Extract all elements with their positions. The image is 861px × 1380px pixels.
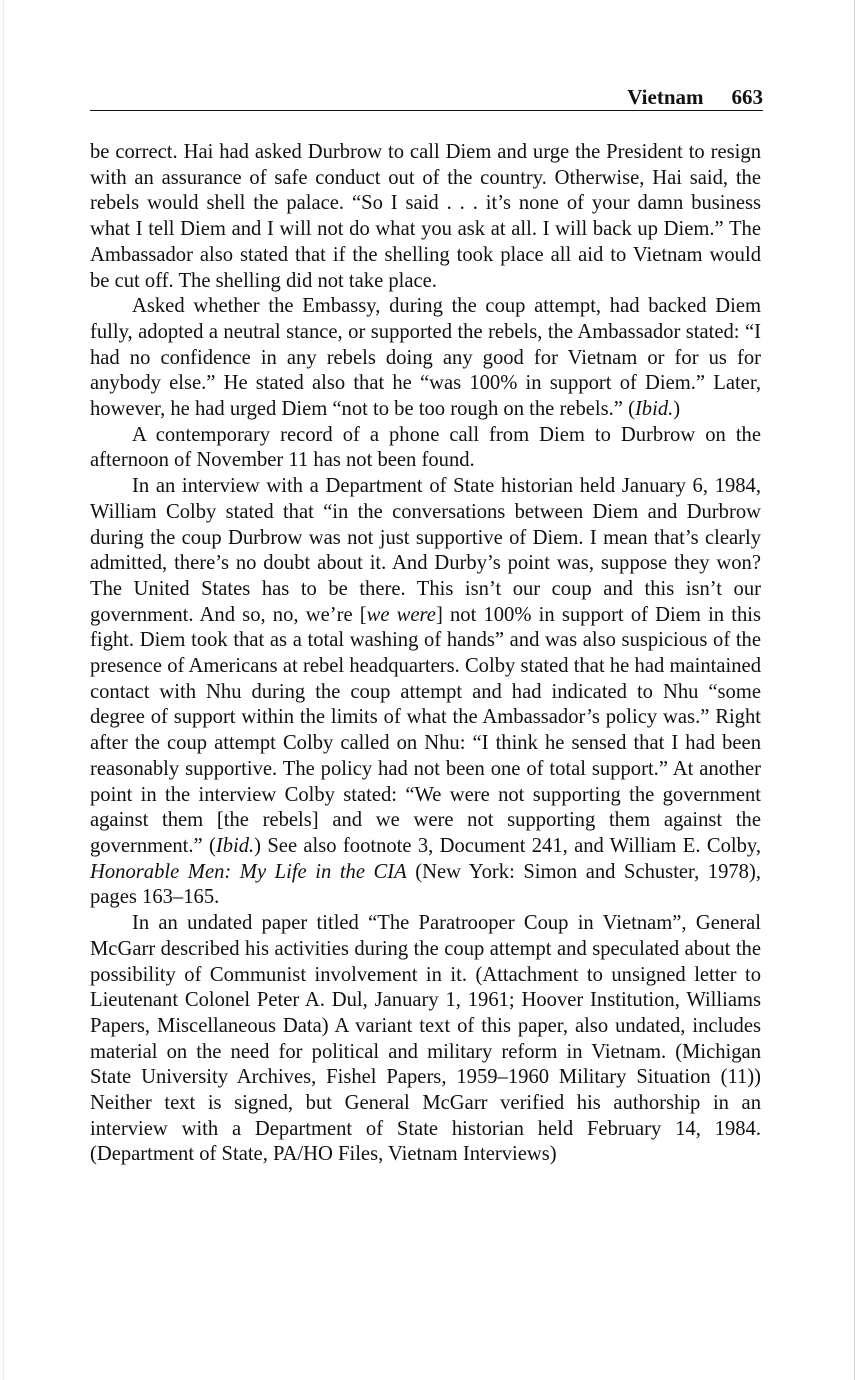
paragraph-2 <box>90 294 761 423</box>
paragraph-5-text: In an undated paper titled “The Paratrooper Coup in Vietnam”, General McGarr described his activities during the coup attempt and speculated about the possibility of Communist involvement in it. (Attachment to unsigned letter to Lieutenant Colonel Peter A. Dul, January 1, 1961; Hoover Institution, Williams Papers, Miscellaneous Data) A variant text of this paper, also undated, includes material on the need for political and military reform in Vietnam. (Michigan State University Archives, Fishel Papers, 1959–1960 Military Situation (11)) Neither text is signed, but General McGarr verified his authorship in an interview with a Department of State historian held February 14, 1984. (Department of State, PA/HO Files, Vietnam Interviews) <box>90 912 761 1166</box>
body-text <box>90 140 761 1168</box>
book-title: Honorable Men: My Life in the CIA <box>90 860 407 883</box>
paragraph-5 <box>90 911 761 1168</box>
paragraph-2-text: Asked whether the Embassy, during the coup attempt, had backed Diem fully, adopted a neutral stance, or supported the rebels, the Ambassador stated: “I had no confidence in any rebels doing any good for Vietnam or for us for anybody else.” He stated also that he “was 100% in support of Diem.” Later, however, he had urged Diem “not to be too rough on the rebels.” ( <box>90 295 761 421</box>
paragraph-3 <box>90 423 761 474</box>
header-section-title: Vietnam <box>627 85 704 109</box>
paragraph-1 <box>90 140 761 294</box>
ibid-citation: Ibid. <box>215 834 255 857</box>
paragraph-3-text: A contemporary record of a phone call from Diem to Durbrow on the afternoon of November 11 has not been found. <box>90 423 761 472</box>
ibid-citation: Ibid. <box>634 398 674 421</box>
paragraph-4-text-d: (New York: Simon and Schuster, 1978), pages 163–165. <box>90 860 761 909</box>
paragraph-1-text: be correct. Hai had asked Durbrow to call Diem and urge the President to resign with an assurance of safe conduct out of the country. Otherwise, Hai said, the rebels would shell the palace. “So I said . . . it’s none of your damn business what I tell Diem and I will not do what you ask at all. I will back up Diem.” The Ambassador also stated that if the shelling took place all aid to Vietnam would be cut off. The shelling did not take place. <box>90 141 761 292</box>
paragraph-2-close: ) <box>673 398 681 421</box>
page-left-edge <box>3 0 4 1380</box>
page-right-edge <box>854 0 855 1380</box>
paragraph-4-text-a: In an interview with a Department of State historian held January 6, 1984, William Colby stated that “in the conversations between Diem and Durbrow during the coup Durbrow was not just supportive of Diem. I mean that’s clearly admitted, there’s no doubt about it. And Durby’s point was, suppose they won? The United States has to be there. This isn’t our coup and this isn’t our government. And so, no, we’re [ <box>90 475 761 626</box>
editorial-insertion: we were <box>366 603 436 626</box>
paragraph-4-text-c: ) See also footnote 3, Document 241, and William E. Colby, <box>254 834 761 857</box>
paragraph-4 <box>90 474 761 911</box>
running-header <box>90 84 763 111</box>
page-number: 663 <box>731 85 763 109</box>
paragraph-4-text-b: ] not 100% in support of Diem in this fight. Diem took that as a total washing of hands” and was also suspicious of the presence of Americans at rebel headquarters. Colby stated that he had maintained contact with Nhu during the coup attempt and had indicated to Nhu “some degree of support within the limits of what the Ambassador’s policy was.” Right after the coup attempt Colby called on Nhu: “I think he sensed that I had been reasonably supportive. The policy had not been one of total support.” At another point in the interview Colby stated: “We were not supporting the government against them [the rebels] and we were not supporting them against the government.” ( <box>90 603 762 857</box>
